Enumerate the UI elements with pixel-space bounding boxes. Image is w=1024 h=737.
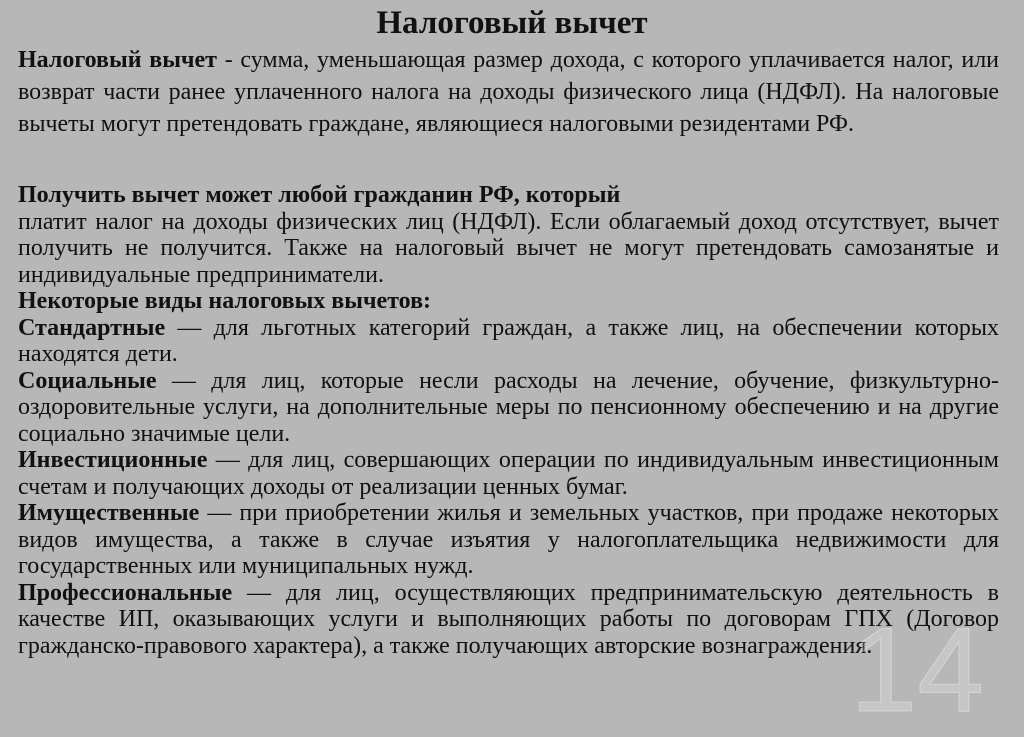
type-name: Стандартные [18,314,166,341]
type-description: — для лиц, совершающих операции по индивидуальным инвестиционным счетам и получающих доходы от реализации ценных бумаг. [18,447,999,500]
type-description: — для лиц, которые несли расходы на лечение, обучение, физкультурно-оздоровительные услуги, на дополнительные меры по пенсионному обеспечению и на другие социально значимые цели. [18,367,999,447]
intro-term: Налоговый вычет [18,47,217,73]
type-name: Социальные [18,367,157,394]
type-name: Профессиональные [18,579,233,606]
type-description: — для лиц, осуществляющих предпринимательскую деятельность в качестве ИП, оказывающих услуги и выполняющих работы по договорам ГПХ (Договор гражданско-правового характера), а также получающих авторские вознаграждения. [18,579,999,659]
type-item-standard [18,315,999,368]
type-description: — при приобретении жилья и земельных участков, при продаже некоторых видов имущества, а также в случае изъятия у налогоплательщика недвижимости для государственных или муниципальных нужд. [18,500,999,579]
intro-paragraph [18,44,999,140]
eligibility-heading: Получить вычет может любой гражданин РФ, который [18,182,621,208]
type-description: — для льготных категорий граждан, а также лиц, на обеспечении которых находятся дети. [18,314,999,367]
type-item-investment [18,447,999,500]
types-heading: Некоторые виды налоговых вычетов: [18,288,432,314]
eligibility-text: платит налог на доходы физических лиц (НДФЛ). Если облагаемый доход отсутствует, вычет получить не получится. Также на налоговый вычет не могут претендовать самозанятые и индивидуальные предприниматели. [18,208,999,288]
intro-definition: - сумма, уменьшающая размер дохода, с которого уплачивается налог, или возврат части ранее уплаченного налога на доходы физического лица (НДФЛ). На налоговые вычеты могут претендовать граждане, являющиеся налоговыми резидентами РФ. [18,47,1000,137]
page-number: 14 [850,603,984,737]
main-content [18,182,999,659]
type-item-professional [18,580,999,660]
type-name: Имущественные [18,500,200,526]
type-item-social [18,368,999,448]
slide-title: Налоговый вычет [376,5,648,41]
type-item-property [18,500,999,580]
type-name: Инвестиционные [18,447,208,473]
